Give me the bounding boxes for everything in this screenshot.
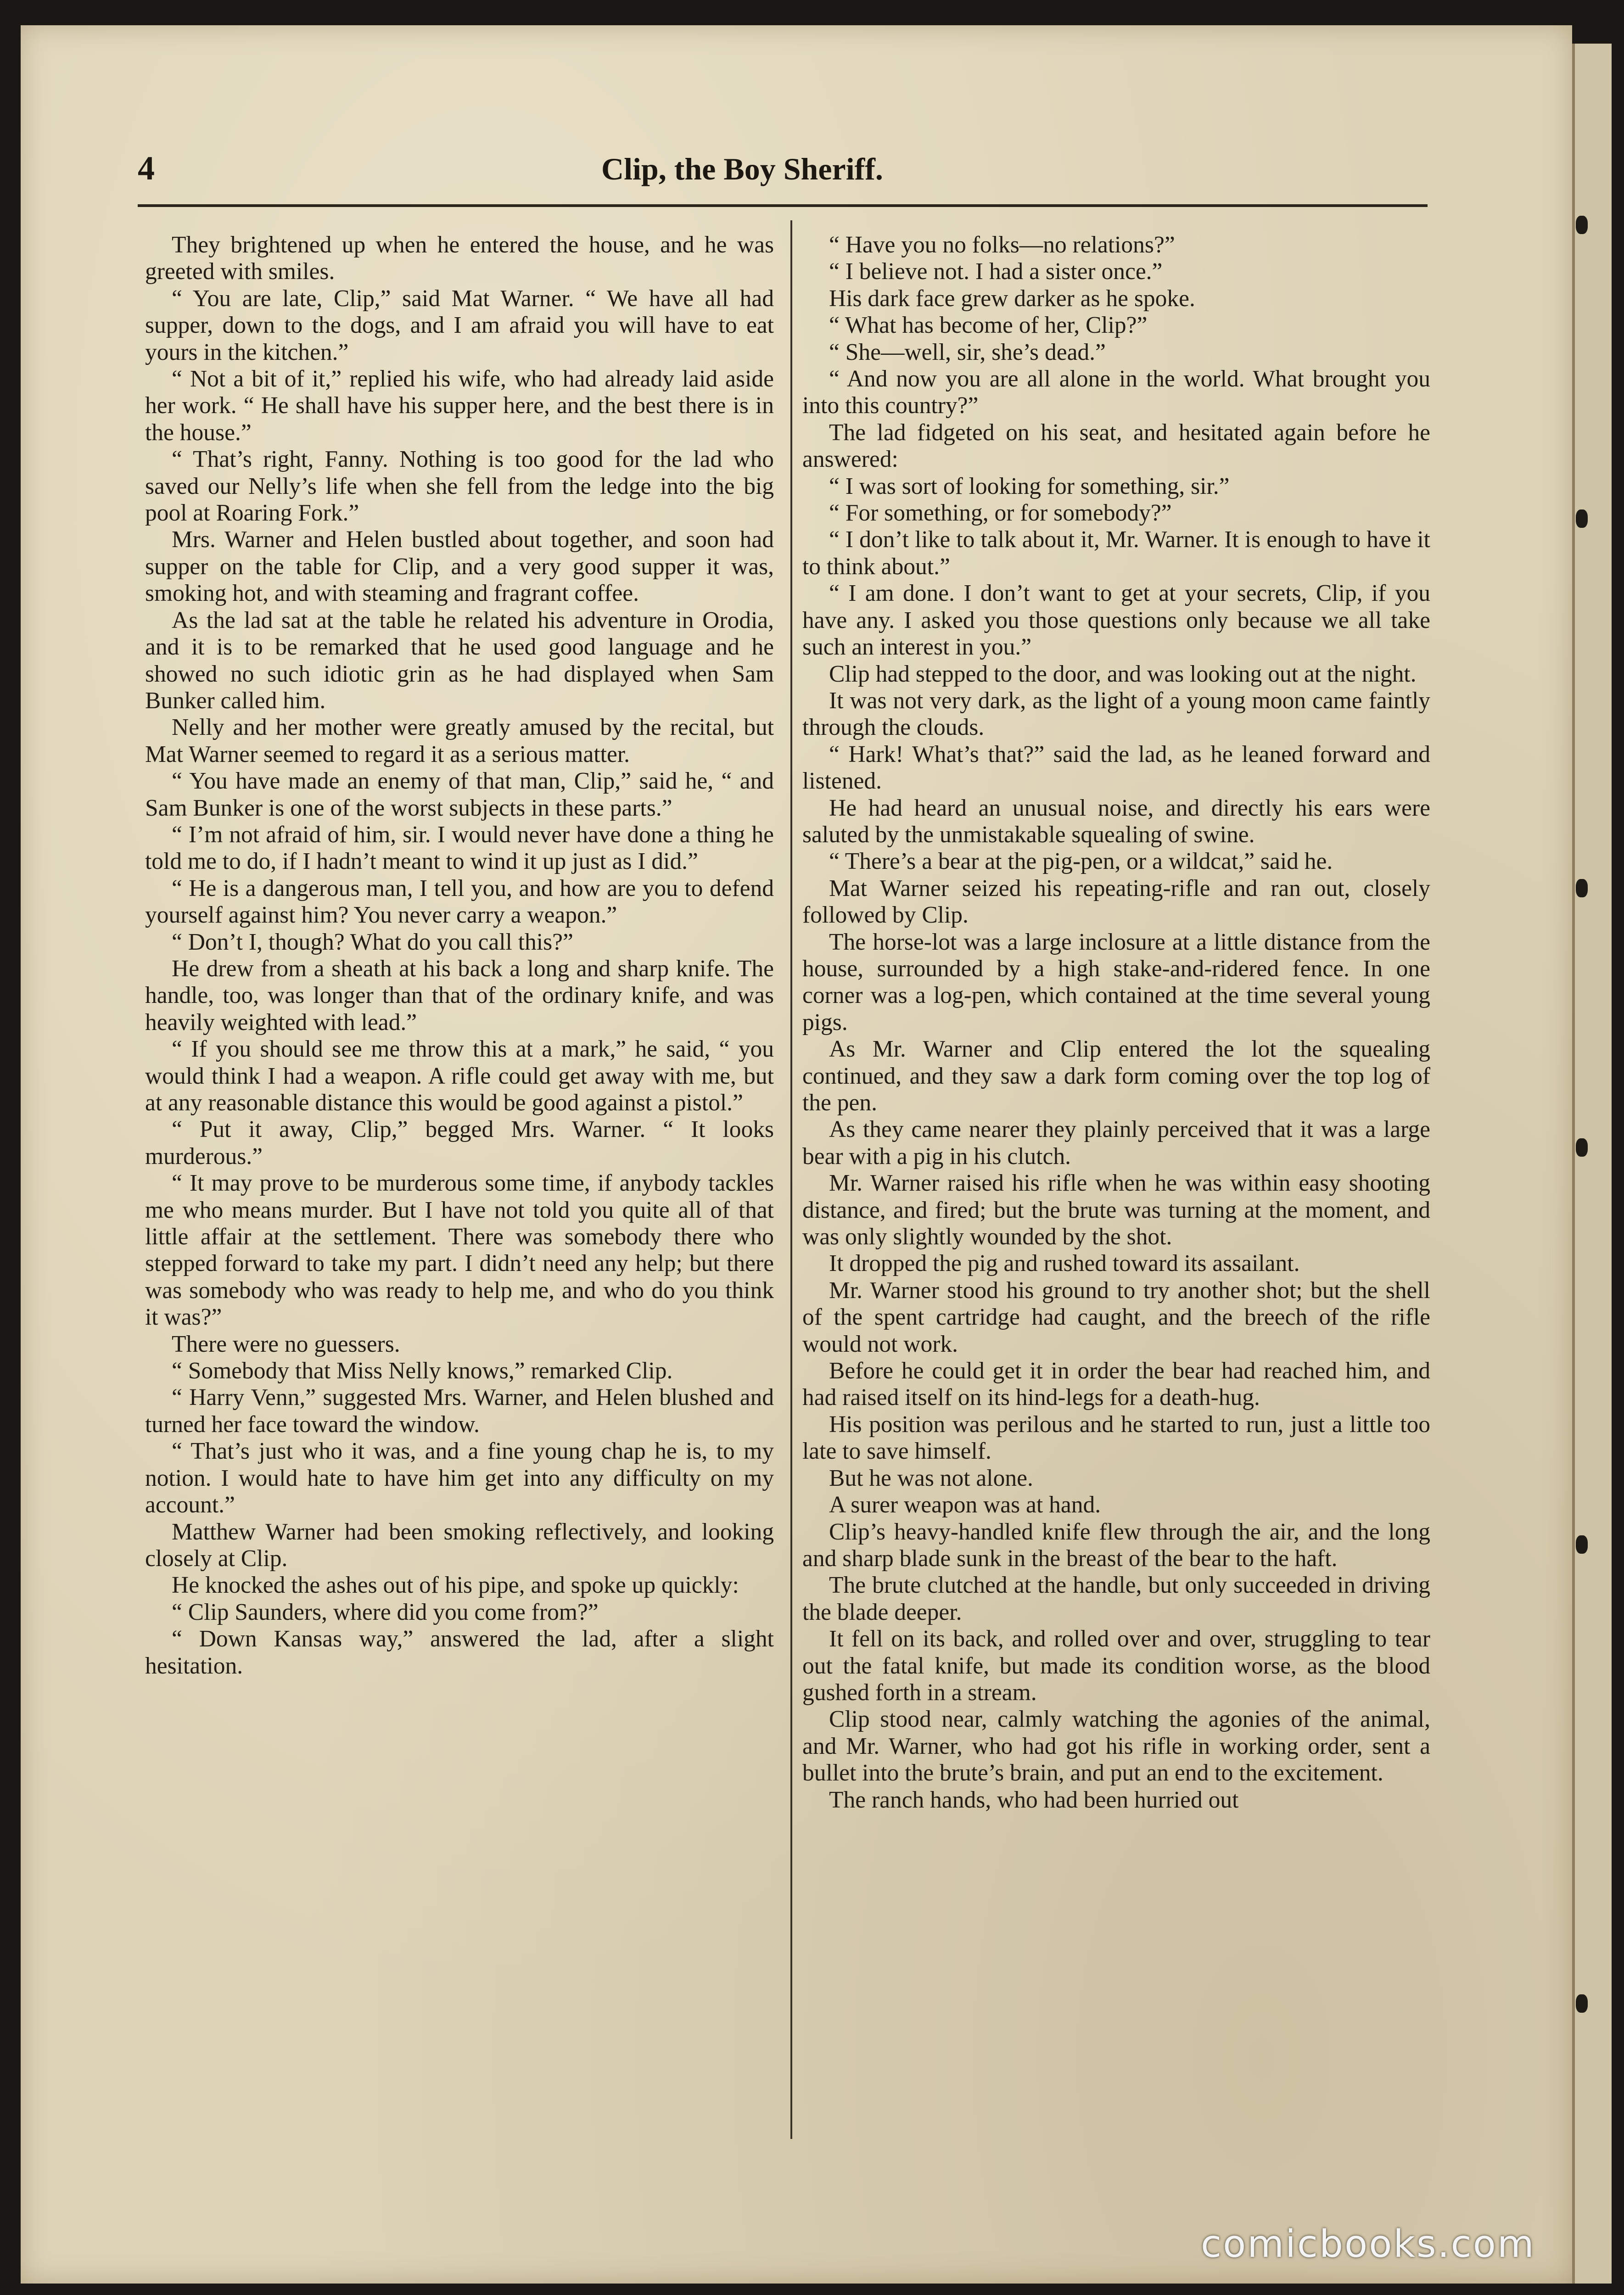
paragraph: “ I don’t like to talk about it, Mr. Warner. It is enough to have it to think about.” [802,526,1430,580]
paragraph: As Mr. Warner and Clip entered the lot the squealing continued, and they saw a dark form coming over the top log of the pen. [802,1036,1430,1116]
paragraph: Clip stood near, calmly watching the agonies of the animal, and Mr. Warner, who had got his rifle in working order, sent a bullet into the brute’s brain, and put an end to the excitement. [802,1706,1430,1786]
paragraph: It was not very dark, as the light of a young moon came faintly through the clouds. [802,687,1430,741]
paragraph: Nelly and her mother were greatly amused by the recital, but Mat Warner seemed to regard it as a serious matter. [145,714,774,767]
paragraph: “ You are late, Clip,” said Mat Warner. “ We have all had supper, down to the dogs, and I am afraid you will have to eat yours in the kitchen.” [145,285,774,365]
paragraph: “ And now you are all alone in the world. What brought you into this country?” [802,366,1430,419]
paragraph: “ What has become of her, Clip?” [829,312,1148,339]
binding-hole [1576,879,1588,897]
binding-hole [1576,1535,1588,1554]
paragraph: The lad fidgeted on his seat, and hesitated again before he answered: [802,419,1430,473]
column-divider [790,220,792,2139]
paragraph: He knocked the ashes out of his pipe, and spoke up quickly: [172,1572,739,1599]
page-header [138,149,1423,190]
paragraph: “ If you should see me throw this at a mark,” he said, “ you would think I had a weapon. A rifle could get away with me, but at any reasonable distance this would be good against a pistol.” [145,1036,774,1116]
paragraph: A surer weapon was at hand. [829,1492,1101,1518]
paragraph: “ It may prove to be murderous some time, if anybody tackles me who means murder. But I have not told you quite all of that little affair at the settlement. There was somebody there who stepped forward to take my part. I didn’t need any help; but there was somebody who was ready to help me, and who do you think it was?” [145,1170,774,1331]
paragraph: It dropped the pig and rushed toward its assailant. [829,1250,1300,1277]
paragraph: “ That’s just who it was, and a fine young chap he is, to my notion. I would hate to have him get into any difficulty on my account.” [145,1438,774,1518]
left-text-column [145,232,774,1679]
page-number: 4 [138,150,155,187]
paragraph: “ Don’t I, though? What do you call this?” [172,929,573,955]
paragraph: “ I am done. I don’t want to get at your secrets, Clip, if you have any. I asked you those questions only because we all take such an interest in you.” [802,580,1430,661]
paragraph: “ Put it away, Clip,” begged Mrs. Warner. “ It looks murderous.” [145,1116,774,1170]
paragraph: “ Hark! What’s that?” said the lad, as he leaned forward and listened. [802,741,1430,795]
binding-hole [1576,1994,1588,2013]
paragraph: Matthew Warner had been smoking reflectively, and looking closely at Clip. [145,1518,774,1572]
watermark: comicbooks.com [1201,2222,1535,2266]
paragraph: Mat Warner seized his repeating-rifle and ran out, closely followed by Clip. [802,875,1430,929]
paragraph: “ Down Kansas way,” answered the lad, after a slight hesitation. [145,1626,774,1679]
paragraph: Mr. Warner raised his rifle when he was within easy shooting distance, and fired; but the brute was turning at the moment, and was only slightly wounded by the shot. [802,1170,1430,1250]
paragraph: The brute clutched at the handle, but only succeeded in driving the blade deeper. [802,1572,1430,1625]
binding-hole [1576,509,1588,528]
paragraph: Mrs. Warner and Helen bustled about together, and soon had supper on the table for Clip, and a very good supper it was, smoking hot, and with steaming and fragrant coffee. [145,526,774,607]
paragraph: “ There’s a bear at the pig-pen, or a wildcat,” said he. [829,848,1333,875]
paragraph: Mr. Warner stood his ground to try another shot; but the shell of the spent cartridge had caught, and the breech of the rifle would not work. [802,1277,1430,1357]
header-rule [138,204,1428,207]
paragraph: He drew from a sheath at his back a long and sharp knife. The handle, too, was longer than that of the ordinary knife, and was heavily weighted with lead.” [145,955,774,1036]
paragraph: As the lad sat at the table he related his adventure in Orodia, and it is to be remarked that he used good language and he showed no such idiotic grin as he had displayed when Sam Bunker called him. [145,607,774,714]
paragraph: Clip’s heavy-handled knife flew through the air, and the long and sharp blade sunk in the breast of the bear to the haft. [802,1518,1430,1572]
paragraph: “ Clip Saunders, where did you come from?” [172,1599,599,1625]
paragraph: Clip had stepped to the door, and was looking out at the night. [829,661,1417,687]
paragraph: “ Not a bit of it,” replied his wife, who had already laid aside her work. “ He shall have his supper here, and the best there is in the house.” [145,366,774,446]
binding-hole [1576,216,1588,234]
paragraph: He had heard an unusual noise, and directly his ears were saluted by the unmistakable squealing of swine. [802,795,1430,848]
paragraph: Before he could get it in order the bear had reached him, and had raised itself on its hind-legs for a death-hug. [802,1358,1430,1411]
paragraph: “ I was sort of looking for something, sir.” [829,473,1230,499]
paragraph: “ For something, or for somebody?” [829,500,1172,526]
paragraph: “ Have you no folks—no relations?” [829,232,1175,258]
paragraph: “ She—well, sir, she’s dead.” [829,339,1106,365]
paragraph: “ He is a dangerous man, I tell you, and how are you to defend yourself against him? You never carry a weapon.” [145,875,774,929]
binding-hole [1576,1138,1588,1157]
paragraph: “ I believe not. I had a sister once.” [829,258,1163,285]
paragraph: There were no guessers. [172,1331,400,1357]
paragraph: The ranch hands, who had been hurried out [829,1786,1239,1813]
paragraph: His position was perilous and he started to run, just a little too late to save himself. [802,1411,1430,1465]
paragraph: “ Somebody that Miss Nelly knows,” remarked Clip. [172,1358,673,1384]
paragraph: “ I’m not afraid of him, sir. I would never have done a thing he told me to do, if I hadn’t meant to wind it up just as I did.” [145,821,774,875]
paragraph: It fell on its back, and rolled over and over, struggling to tear out the fatal knife, but made its condition worse, as the blood gushed forth in a stream. [802,1626,1430,1706]
paragraph: The horse-lot was a large inclosure at a little distance from the house, surrounded by a high stake-and-ridered fence. In one corner was a log-pen, which contained at the time several young pigs. [802,929,1430,1036]
right-text-column [802,232,1430,1814]
paragraph: They brightened up when he entered the house, and he was greeted with smiles. [145,232,774,285]
paragraph: But he was not alone. [829,1465,1033,1491]
running-title: Clip, the Boy Sheriff. [601,151,883,186]
paragraph: “ Harry Venn,” suggested Mrs. Warner, and Helen blushed and turned her face toward the window. [145,1384,774,1438]
paragraph: “ You have made an enemy of that man, Clip,” said he, “ and Sam Bunker is one of the worst subjects in these parts.” [145,768,774,821]
paragraph: As they came nearer they plainly perceived that it was a large bear with a pig in his clutch. [802,1116,1430,1170]
next-page-edge [1572,44,1612,2284]
paragraph: “ That’s right, Fanny. Nothing is too good for the lad who saved our Nelly’s life when she fell from the ledge into the big pool at Roaring Fork.” [145,446,774,526]
paragraph: His dark face grew darker as he spoke. [829,285,1195,312]
